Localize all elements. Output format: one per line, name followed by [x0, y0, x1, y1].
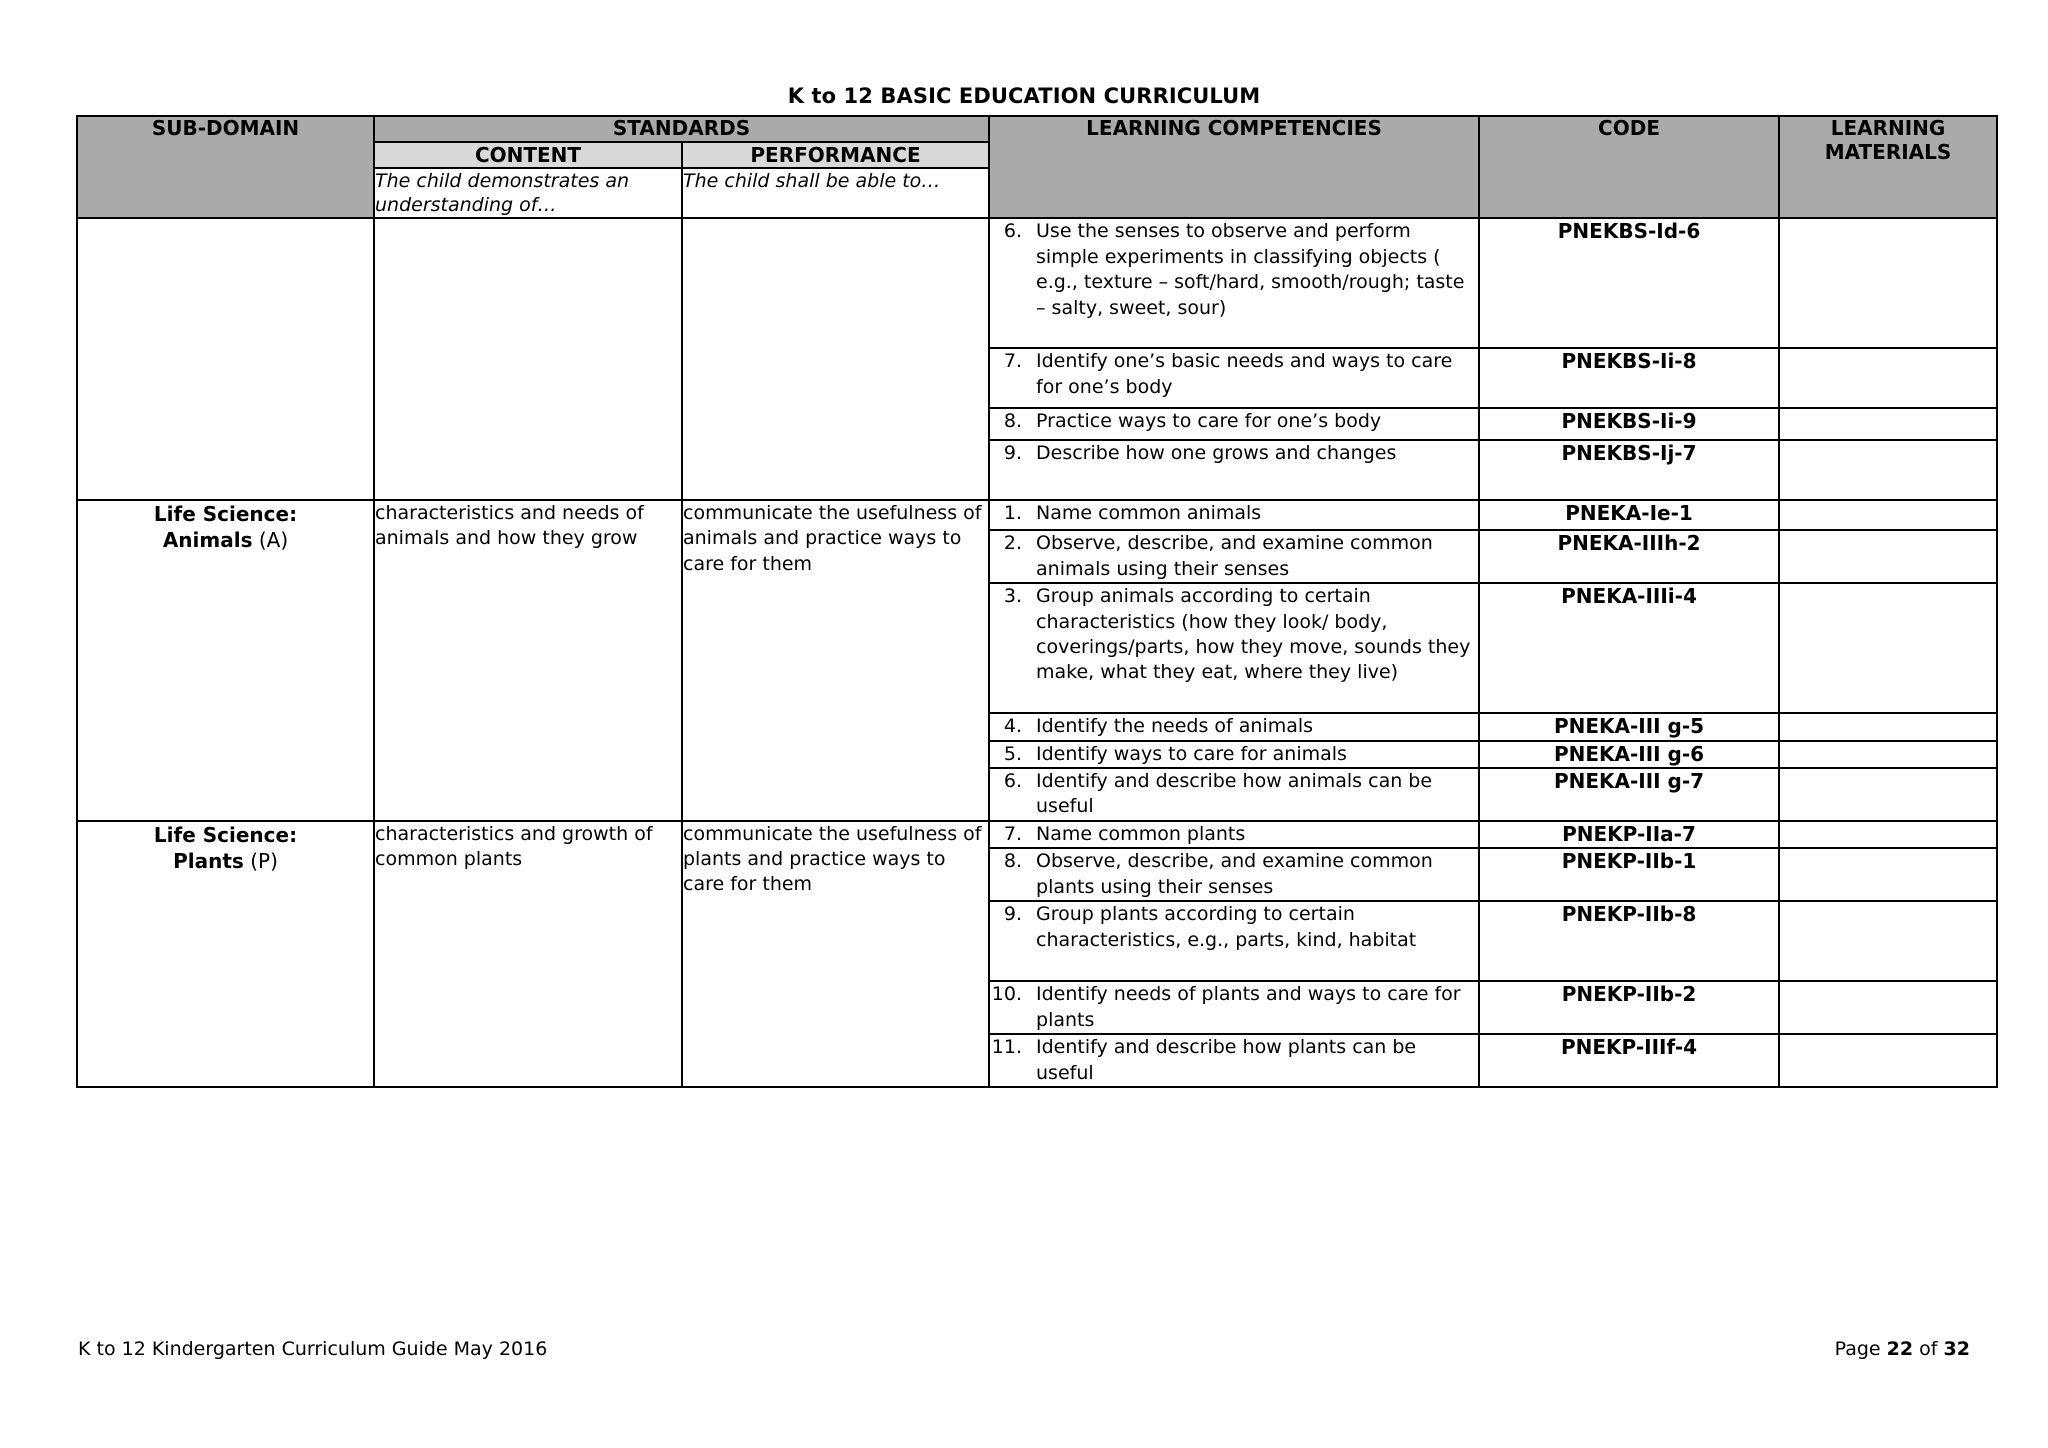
competency-cell: [989, 408, 1479, 440]
page-footer: [78, 1338, 1970, 1360]
column-header-performance: PERFORMANCE: [682, 142, 989, 168]
sub-domain-cell-continuation: [77, 218, 374, 500]
table-row: [77, 821, 1997, 848]
performance-standard-description: The child shall be able to…: [682, 168, 989, 219]
learning-materials-cell: [1779, 348, 1997, 408]
learning-materials-line-2: MATERIALS: [1824, 139, 1952, 164]
footer-guide-label: K to 12 Kindergarten Curriculum Guide May 2016: [78, 1338, 548, 1360]
column-header-learning-competencies: LEARNING COMPETENCIES: [989, 116, 1479, 218]
code-cell: PNEKP-IIIf-4: [1479, 1034, 1779, 1087]
competency-cell: [989, 741, 1479, 768]
learning-materials-cell: [1779, 821, 1997, 848]
content-standard-cell-animals: characteristics and needs of animals and how they grow: [374, 500, 682, 821]
code-cell: PNEKA-III g-7: [1479, 768, 1779, 821]
code-cell: PNEKP-IIb-8: [1479, 901, 1779, 981]
learning-materials-cell: [1779, 583, 1997, 713]
learning-materials-cell: [1779, 440, 1997, 500]
sub-domain-cell-animals: [77, 500, 374, 821]
header-row-1: [77, 116, 1997, 142]
learning-materials-cell: [1779, 530, 1997, 583]
performance-standard-cell-continuation: [682, 218, 989, 500]
sub-domain-abbrev: (A): [258, 528, 289, 553]
footer-page-number: 22: [1886, 1338, 1914, 1360]
competency-number: 7.: [1003, 350, 1023, 373]
footer-of-label: of: [1919, 1338, 1938, 1360]
competency-cell: [989, 768, 1479, 821]
competency-number: 8.: [1003, 850, 1023, 873]
code-cell: PNEKBS-Ij-7: [1479, 440, 1779, 500]
column-header-sub-domain: SUB-DOMAIN: [77, 116, 374, 218]
learning-materials-cell: [1779, 218, 1997, 348]
competency-number: 1.: [1003, 502, 1023, 525]
competency-text: Identify needs of plants and ways to care for plants: [1036, 983, 1461, 1031]
competency-number: 6.: [1003, 220, 1023, 243]
sub-domain-line-2: Plants (P): [173, 848, 278, 873]
competency-cell: [989, 981, 1479, 1034]
code-cell: PNEKA-IIIh-2: [1479, 530, 1779, 583]
learning-materials-cell: [1779, 768, 1997, 821]
learning-materials-cell: [1779, 848, 1997, 901]
competency-text: Name common animals: [1036, 502, 1262, 525]
column-header-content: CONTENT: [374, 142, 682, 168]
footer-page-label: Page: [1834, 1338, 1881, 1360]
sub-domain-line-1: Life Science:: [153, 822, 298, 847]
competency-text: Group animals according to certain characteristics (how they look/ body, coverings/parts, how they move, sounds they make, what they eat, where they live): [1036, 585, 1471, 684]
competency-number: 4.: [1003, 715, 1023, 738]
code-cell: PNEKP-IIb-1: [1479, 848, 1779, 901]
content-standard-cell-continuation: [374, 218, 682, 500]
column-header-standards: STANDARDS: [374, 116, 989, 142]
competency-cell: [989, 901, 1479, 981]
code-cell: PNEKBS-Ii-8: [1479, 348, 1779, 408]
sub-domain-abbrev: (P): [250, 848, 278, 873]
learning-materials-cell: [1779, 408, 1997, 440]
learning-materials-cell: [1779, 981, 1997, 1034]
competency-text: Observe, describe, and examine common plants using their senses: [1036, 850, 1433, 898]
sub-domain-cell-plants: [77, 821, 374, 1087]
code-cell: PNEKBS-Id-6: [1479, 218, 1779, 348]
competency-number: 7.: [1003, 822, 1023, 845]
competency-number: 5.: [1003, 742, 1023, 765]
code-cell: PNEKP-IIa-7: [1479, 821, 1779, 848]
code-cell: PNEKBS-Ii-9: [1479, 408, 1779, 440]
table-body: [77, 218, 1997, 1087]
competency-text: Practice ways to care for one’s body: [1036, 410, 1382, 433]
sub-domain-line-2: Animals (A): [162, 528, 289, 553]
competency-number: 10.: [991, 983, 1023, 1006]
competency-text: Identify ways to care for animals: [1036, 742, 1347, 765]
table-row: [77, 218, 1997, 348]
competency-cell: [989, 500, 1479, 530]
competency-cell: [989, 1034, 1479, 1087]
competency-number: 9.: [1003, 903, 1023, 926]
competency-text: Identify one’s basic needs and ways to care for one’s body: [1036, 350, 1453, 398]
footer-total-pages: 32: [1943, 1338, 1970, 1360]
competency-cell: [989, 821, 1479, 848]
competency-cell: [989, 848, 1479, 901]
learning-materials-cell: [1779, 901, 1997, 981]
competency-number: 2.: [1003, 532, 1023, 555]
competency-number: 6.: [1003, 770, 1023, 793]
competency-cell: [989, 583, 1479, 713]
competency-cell: [989, 218, 1479, 348]
competency-text: Observe, describe, and examine common animals using their senses: [1036, 532, 1433, 580]
competency-text: Name common plants: [1036, 822, 1246, 845]
competency-number: 3.: [1003, 585, 1023, 608]
content-standard-cell-plants: characteristics and growth of common plants: [374, 821, 682, 1087]
curriculum-table: [76, 115, 1998, 1088]
learning-materials-cell: [1779, 1034, 1997, 1087]
page-title: K to 12 BASIC EDUCATION CURRICULUM: [787, 84, 1261, 108]
competency-text: Identify and describe how plants can be useful: [1036, 1036, 1417, 1084]
column-header-code: CODE: [1479, 116, 1779, 218]
learning-materials-cell: [1779, 741, 1997, 768]
competency-cell: [989, 348, 1479, 408]
performance-standard-cell-animals: communicate the usefulness of animals and practice ways to care for them: [682, 500, 989, 821]
column-header-learning-materials: [1779, 116, 1997, 218]
code-cell: PNEKA-III g-5: [1479, 713, 1779, 740]
table-row: [77, 500, 1997, 530]
competency-number: 8.: [1003, 410, 1023, 433]
competency-text: Describe how one grows and changes: [1036, 442, 1397, 465]
competency-cell: [989, 440, 1479, 500]
table-header: [77, 116, 1997, 218]
competency-number: 11.: [991, 1036, 1023, 1059]
code-cell: PNEKA-III g-6: [1479, 741, 1779, 768]
learning-materials-line-1: LEARNING: [1830, 116, 1946, 140]
competency-text: Use the senses to observe and perform simple experiments in classifying objects ( e.g., texture – soft/hard, smooth/rough; taste – salty, sweet, sour): [1036, 220, 1465, 319]
performance-standard-cell-plants: communicate the usefulness of plants and practice ways to care for them: [682, 821, 989, 1087]
competency-text: Identify the needs of animals: [1036, 715, 1314, 738]
competency-cell: [989, 530, 1479, 583]
content-standard-description: The child demonstrates an understanding of…: [374, 168, 682, 219]
code-cell: PNEKA-IIIi-4: [1479, 583, 1779, 713]
code-cell: PNEKA-Ie-1: [1479, 500, 1779, 530]
learning-materials-cell: [1779, 500, 1997, 530]
competency-cell: [989, 713, 1479, 740]
competency-text: Identify and describe how animals can be useful: [1036, 770, 1433, 818]
learning-materials-cell: [1779, 713, 1997, 740]
sub-domain-line-1: Life Science:: [153, 502, 298, 527]
footer-page-indicator: [1835, 1338, 1970, 1360]
competency-number: 9.: [1003, 442, 1023, 465]
competency-text: Group plants according to certain characteristics, e.g., parts, kind, habitat: [1036, 903, 1417, 951]
code-cell: PNEKP-IIb-2: [1479, 981, 1779, 1034]
